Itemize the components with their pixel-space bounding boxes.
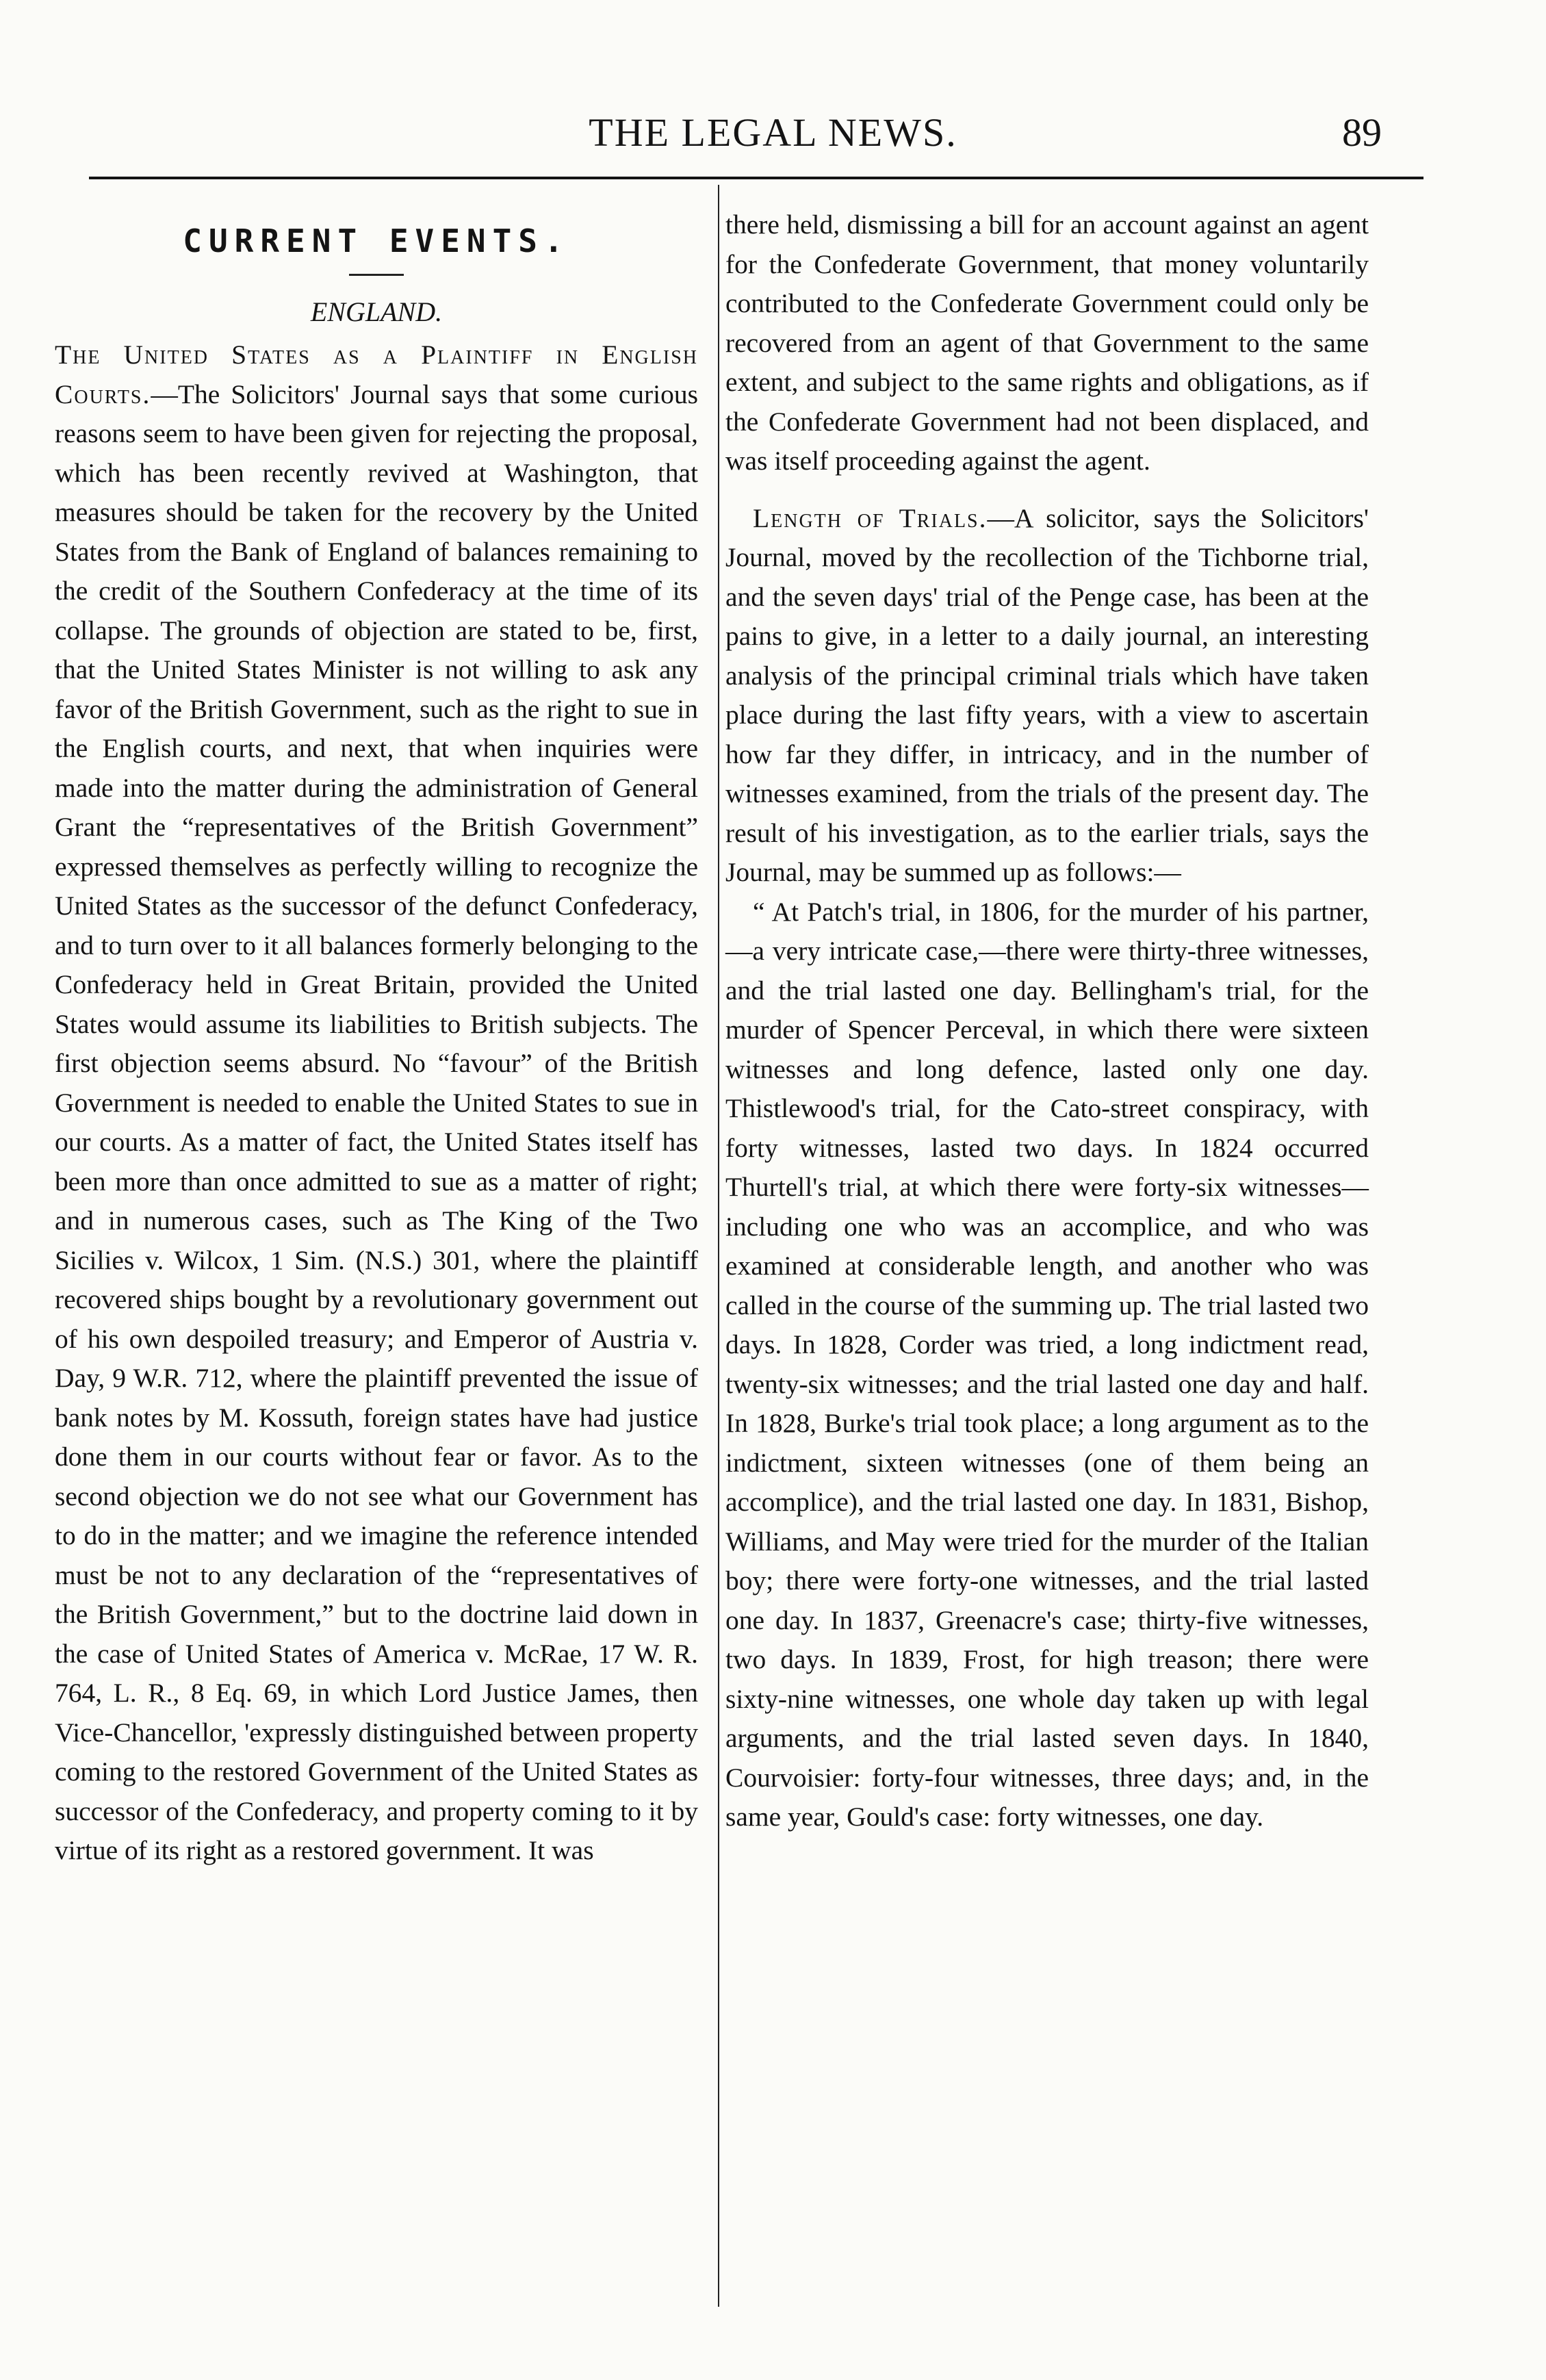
running-header-title: THE LEGAL NEWS. bbox=[589, 110, 957, 155]
title-rule bbox=[349, 274, 404, 276]
column-divider bbox=[718, 185, 719, 2307]
article-body: —The Solicitors' Journal says that some curious reasons seem to have been given for rejecting the proposal, which has been recently revived at Washington, that measures should be taken for the recovery by the United States from the Bank of England of balances remaining to the credit of the Southern Confederacy at the time of its collapse. The grounds of objection are stated to be, first, that the United States Minister is not willing to ask any favor of the British Government, such as the right to sue in the English courts, and next, that when inquiries were made into the matter during the administration of General Grant the “representatives of the British Government” expressed themselves as perfectly willing to recognize the United States as the successor of the defunct Confederacy, and to turn over to it all balances formerly belonging to the Confederacy held in Great Britain, provided the United States would assume its liabilities to British subjects. The first objection seems absurd. No “favour” of the British Government is needed to enable the United States to sue in our courts. As a matter of fact, the United States itself has been more than once admitted to sue as a matter of right; and in numerous cases, such as The King of the Two Sicilies v. Wilcox, 1 Sim. (N.S.) 301, where the plaintiff recovered ships bought by a revolutionary government out of his own despoiled treasury; and Emperor of Austria v. Day, 9 W.R. 712, where the plaintiff prevented the issue of bank notes by M. Kossuth, foreign states have had justice done them in our courts without fear or favor. As to the second objection we do not see what our Government has to do in the matter; and we imagine the reference intended must be not to any declaration of the “representatives of the British Government,” but to the doctrine laid down in the case of United States of America v. McRae, 17 W. R. 764, L. R., 8 Eq. 69, in which Lord Justice James, then Vice-Chancellor, 'expressly distinguished between property coming to the restored Government of the United States as successor of the Confederacy, and property coming to it by virtue of its right as a restored government. It was bbox=[55, 379, 698, 1865]
header-rule bbox=[89, 177, 1423, 179]
quoted-paragraph: “ At Patch's trial, in 1806, for the murder of his partner,—a very intricate case,—there were thirty-three witnesses, and the trial lasted one day. Bellingham's trial, for the murder of Spencer Perceval, in which there were sixteen witnesses and long defence, lasted only one day. Thistlewood's trial, for the Cato-street conspiracy, with forty witnesses, lasted two days. In 1824 occurred Thurtell's trial, at which there were forty-six witnesses—including one who was an accomplice, and who was examined at considerable length, and another who was called in the course of the summing up. The trial lasted two days. In 1828, Corder was tried, a long indictment read, twenty-six witnesses; and the trial lasted one day and half. In 1828, Burke's trial took place; a long argument as to the indictment, sixteen witnesses (one of them being an accomplice), and the trial lasted one day. In 1831, Bishop, Williams, and May were tried for the murder of the Italian boy; there were forty-one witnesses, and the trial lasted one day. In 1837, Greenacre's case; thirty-five witnesses, two days. In 1839, Frost, for high treason; there were sixty-nine witnesses, one whole day taken up with legal arguments, and the trial lasted seven days. In 1840, Courvoisier: forty-four witnesses, three days; and, in the same year, Gould's case: forty witnesses, one day. bbox=[725, 896, 1369, 1832]
right-column bbox=[725, 205, 1369, 1837]
article-paragraph bbox=[55, 335, 698, 1871]
article-lead: Length of Trials. bbox=[753, 502, 988, 533]
article-lead: The United States as a Plaintiff in English Courts. bbox=[55, 340, 698, 409]
article-body: —A solicitor, says the Solicitors' Journal, moved by the recollection of the Tichborne trial, and the seven days' trial of the Penge case, has been at the pains to give, in a letter to a daily journal, an interesting analysis of the principal criminal trials which have taken place during the last fifty years, with a view to ascertain how far they differ, in intricacy, and in the number of witnesses examined, from the trials of the present day. The result of his investigation, as to the earlier trials, says the Journal, may be summed up as follows:— bbox=[725, 502, 1369, 887]
article-paragraph bbox=[725, 499, 1369, 893]
page-number: 89 bbox=[1342, 110, 1382, 155]
continuation-paragraph: there held, dismissing a bill for an account against an agent for the Confederate Government, that money voluntarily contributed to the Confederate Government could only be recovered from an agent of that Government to the same extent, and subject to the same rights and obligations, as if the Confederate Government had not been displaced, and was itself proceeding against the agent. bbox=[725, 209, 1369, 476]
section-title: CURRENT EVENTS. bbox=[183, 222, 570, 259]
left-column bbox=[55, 205, 698, 1871]
subsection-heading: ENGLAND. bbox=[310, 296, 443, 327]
